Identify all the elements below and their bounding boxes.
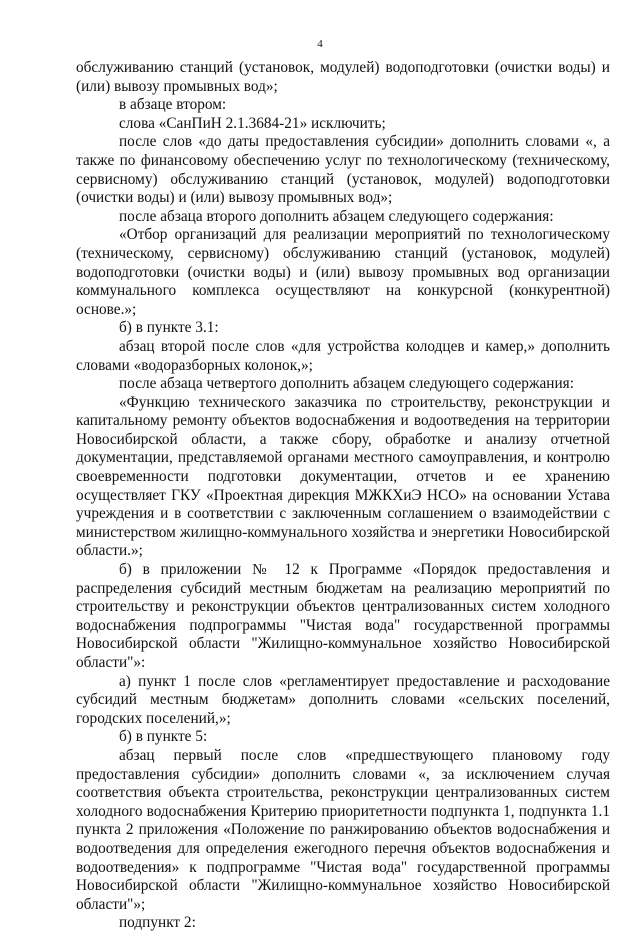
paragraph: подпункт 2: — [119, 914, 196, 932]
paragraph: обслуживанию станций (установок, модулей) водоподготовки (очистки воды) и (или) вывозу промывных вод»; — [76, 59, 610, 95]
paragraph: б) в пункте 3.1: — [119, 319, 219, 337]
paragraph: «Отбор организаций для реализации мероприятий по технологическому (техническому, сервисному) обслуживанию станций (установок, модулей) водоподготовки (очистки воды) и (или) вывозу промывных вод организации коммунального комплекса осуществляют на конкурсной (конкурентной) основе.»; — [76, 226, 610, 318]
document-body — [76, 59, 610, 933]
paragraph: после абзаца четвертого дополнить абзацем следующего содержания: — [119, 375, 574, 393]
paragraph: б) в пункте 5: — [119, 728, 208, 746]
paragraph: абзац второй после слов «для устройства колодцев и камер,» дополнить словами «водоразборных колонок,»; — [76, 337, 610, 374]
paragraph: абзац первый после слов «предшествующего плановому году предоставления субсидии» дополнить словами «, за исключением случая соответствия объекта строительства, реконструкции централизованных систем холодного водоснабжения Критерию приоритетности подпункта 1, подпункта 1.1 пункта 2 приложения «Положение по ранжированию объектов водоснабжения и водоотведения для определения ежегодного перечня объектов водоснабжения и водоотведения» к подпрограмме "Чистая вода" государственной программы Новосибирской области "Жилищно-коммунальное хозяйство Новосибирской области"»; — [76, 746, 610, 913]
paragraph: после абзаца второго дополнить абзацем следующего содержания: — [119, 207, 554, 225]
paragraph: а) пункт 1 после слов «регламентирует предоставление и расходование субсидий местным бюджетам» дополнить словами «сельских поселений, городских поселений,»; — [76, 672, 610, 727]
paragraph: после слов «до даты предоставления субсидии» дополнить словами «, а также по финансовому обеспечению услуг по технологическому (техническому, сервисному) обслуживанию станций (установок, модулей) водоподготовки (очистки воды) и (или) вывозу промывных вод»; — [76, 133, 610, 207]
paragraph: «Функцию технического заказчика по строительству, реконструкции и капитальному ремонту объектов водоснабжения и водоотведения на территории Новосибирской области, а также сбору, обработке и анализу отчетной документации, представляемой органами местного самоуправления, и контролю своевременности подготовки документации, отчетов и ее хранению осуществляет ГКУ «Проектная дирекция МЖКХиЭ НСО» на основании Устава учреждения и в соответствии с заключенным соглашением о взаимодействии с министерством жилищно-коммунального хозяйства и энергетики Новосибирской области.»; — [76, 393, 610, 560]
paragraph: б) в приложении № 12 к Программе «Порядок предоставления и распределения субсидий местным бюджетам на реализацию мероприятий по строительству и реконструкции объектов централизованных систем холодного водоснабжения подпрограммы "Чистая вода" государственной программы Новосибирской области "Жилищно-коммунальное хозяйство Новосибирской области"»: — [76, 561, 610, 671]
page-number: 4 — [317, 38, 323, 50]
paragraph: слова «СанПиН 2.1.3684-21» исключить; — [119, 114, 386, 132]
paragraph: в абзаце втором: — [119, 96, 227, 114]
